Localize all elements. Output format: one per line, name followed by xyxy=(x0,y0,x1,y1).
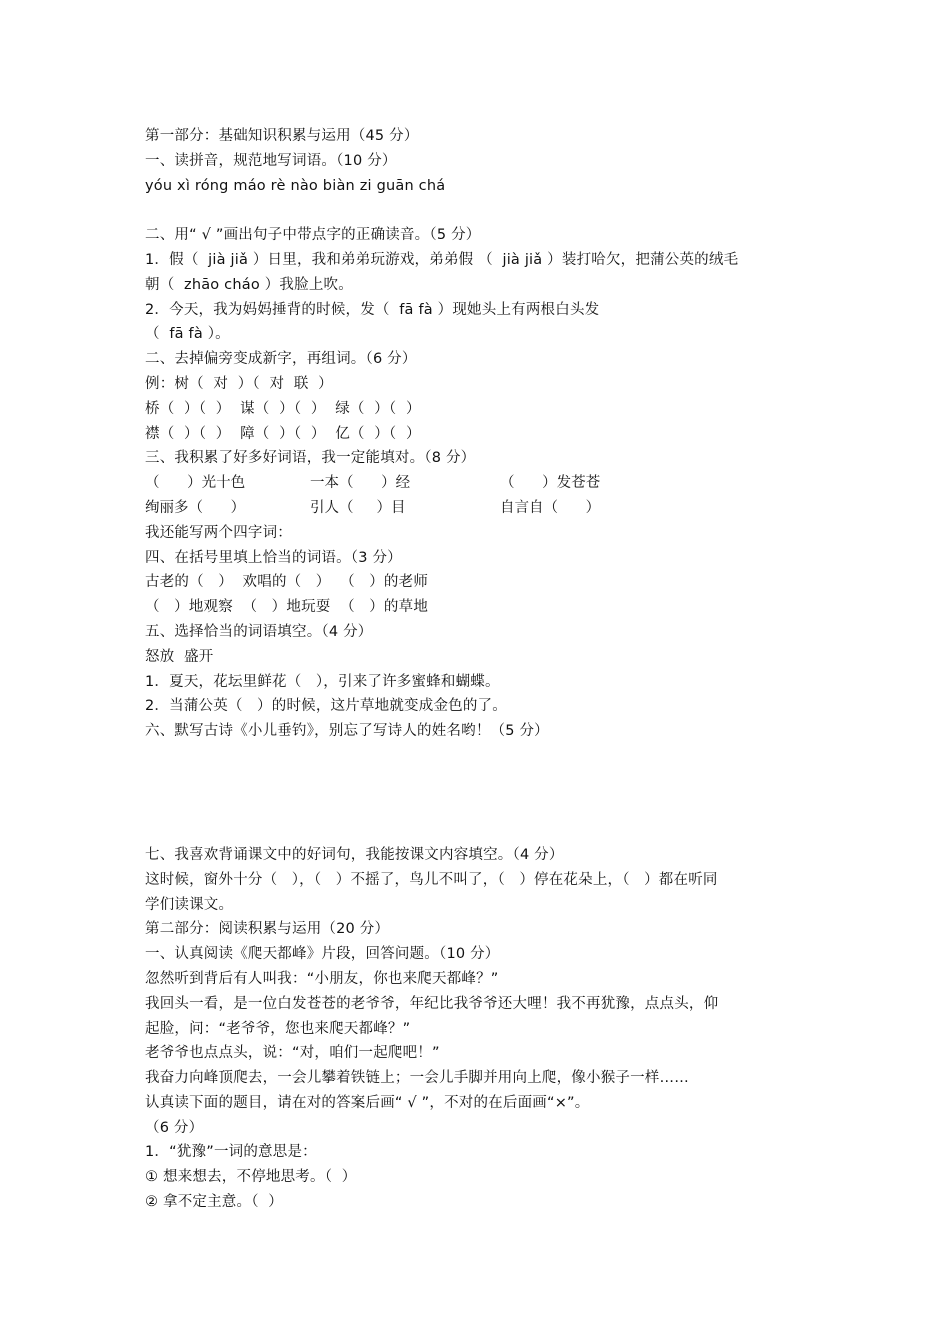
q4-row1 xyxy=(145,471,815,496)
reading-option1: ① 想来想去，不停地思考。（ ） xyxy=(145,1169,357,1186)
q6-title: 五、选择恰当的词语填空。（4 分） xyxy=(145,623,373,640)
q2-sentence2-line1: 2．今天，我为妈妈捶背的时候，发（ fā fà ）现她头上有两根白头发 xyxy=(145,301,600,318)
q2-sentence1-line1: 1．假（ jià jiǎ ）日里，我和弟弟玩游戏，弟弟假 （ jià jiǎ ）装打哈欠，把蒲公英的绒毛 xyxy=(145,251,739,268)
q4-row2 xyxy=(145,496,815,521)
reading-option2: ② 拿不定主意。（ ） xyxy=(145,1194,283,1211)
q6-sentence1: 1．夏天，花坛里鲜花（ ），引来了许多蜜蜂和蝴蝶。 xyxy=(145,673,500,690)
q8-title: 七、我喜欢背诵课文中的好词句，我能按课文内容填空。（4 分） xyxy=(145,846,564,863)
q4-item: 绚丽多（ ） xyxy=(145,499,246,516)
q7-title: 六、默写古诗《小儿垂钓》，别忘了写诗人的姓名哟！（5 分） xyxy=(145,723,549,740)
reading-points: （6 分） xyxy=(145,1119,204,1136)
q5-row2: （ ）地观察 （ ）地玩耍 （ ）的草地 xyxy=(145,599,429,616)
q8-text-line2: 学们读课文。 xyxy=(145,896,234,913)
q3-row2: 襟（ ）（ ） 障（ ）（ ） 亿（ ）（ ） xyxy=(145,425,421,442)
reading-title: 一、认真阅读《爬天都峰》片段，回答问题。（10 分） xyxy=(145,946,500,963)
q4-item: 自言自（ ） xyxy=(500,499,601,516)
q5-row1: 古老的（ ） 欢唱的（ ） （ ）的老师 xyxy=(145,574,429,591)
q4-item: （ ）光十色 xyxy=(145,475,246,492)
reading-paragraph3: 老爷爷也点点头，说：“对，咱们一起爬吧！” xyxy=(145,1045,440,1062)
q2-title: 二、用“ √ ”画出句子中带点字的正确读音。（5 分） xyxy=(145,227,481,244)
q4-title: 三、我积累了好多好词语，我一定能填对。（8 分） xyxy=(145,450,476,467)
q2-sentence2-line2: （ fā fà ）。 xyxy=(145,326,230,343)
q4-item: （ ）发苍苍 xyxy=(500,475,601,492)
reading-paragraph2-line1: 我回头一看，是一位白发苍苍的老爷爷，年纪比我爷爷还大哩！我不再犹豫，点点头，仰 xyxy=(145,995,719,1012)
part2-title: 第二部分：阅读积累与运用（20 分） xyxy=(145,921,390,938)
q5-title: 四、在括号里填上恰当的词语。（3 分） xyxy=(145,549,402,566)
q1-pinyin: yóu xì róng máo rè nào biàn zi guān chá xyxy=(145,177,446,194)
q3-row1: 桥（ ）（ ） 谋（ ）（ ） 绿（ ）（ ） xyxy=(145,400,421,417)
q3-example: 例：树（ 对 ）（ 对 联 ） xyxy=(145,375,333,392)
q1-title: 一、读拼音，规范地写词语。（10 分） xyxy=(145,152,397,169)
q6-options: 怒放 盛开 xyxy=(145,648,214,665)
q4-item: 一本（ ）经 xyxy=(310,475,411,492)
document-body xyxy=(145,124,815,1215)
answer-space xyxy=(145,744,815,843)
q8-text-line1: 这时候，窗外十分（ ），（ ）不摇了，鸟儿不叫了，（ ）停在花朵上，（ ）都在听同 xyxy=(145,871,718,888)
part1-title: 第一部分：基础知识积累与运用（45 分） xyxy=(145,128,419,144)
reading-paragraph1: 忽然听到背后有人叫我：“小朋友，你也来爬天都峰？” xyxy=(145,970,499,987)
q4-item: 引人（ ）目 xyxy=(310,499,406,516)
q3-title: 二、去掉偏旁变成新字，再组词。（6 分） xyxy=(145,351,417,368)
q4-extra: 我还能写两个四字词： xyxy=(145,524,292,541)
q2-sentence1-line2: 朝（ zhāo cháo ）我脸上吹。 xyxy=(145,276,353,293)
q6-sentence2: 2．当蒲公英（ ）的时候，这片草地就变成金色的了。 xyxy=(145,698,507,715)
reading-paragraph4: 我奋力向峰顶爬去，一会儿攀着铁链上；一会儿手脚并用向上爬，像小猴子一样…… xyxy=(145,1070,689,1087)
reading-instruction: 认真读下面的题目，请在对的答案后画“ √ ”，不对的在后面画“×”。 xyxy=(145,1094,590,1111)
reading-subquestion1: 1．“犹豫”一词的意思是： xyxy=(145,1144,317,1161)
reading-paragraph2-line2: 起脸，问：“老爷爷，您也来爬天都峰？” xyxy=(145,1020,411,1037)
blank-line xyxy=(145,198,815,223)
